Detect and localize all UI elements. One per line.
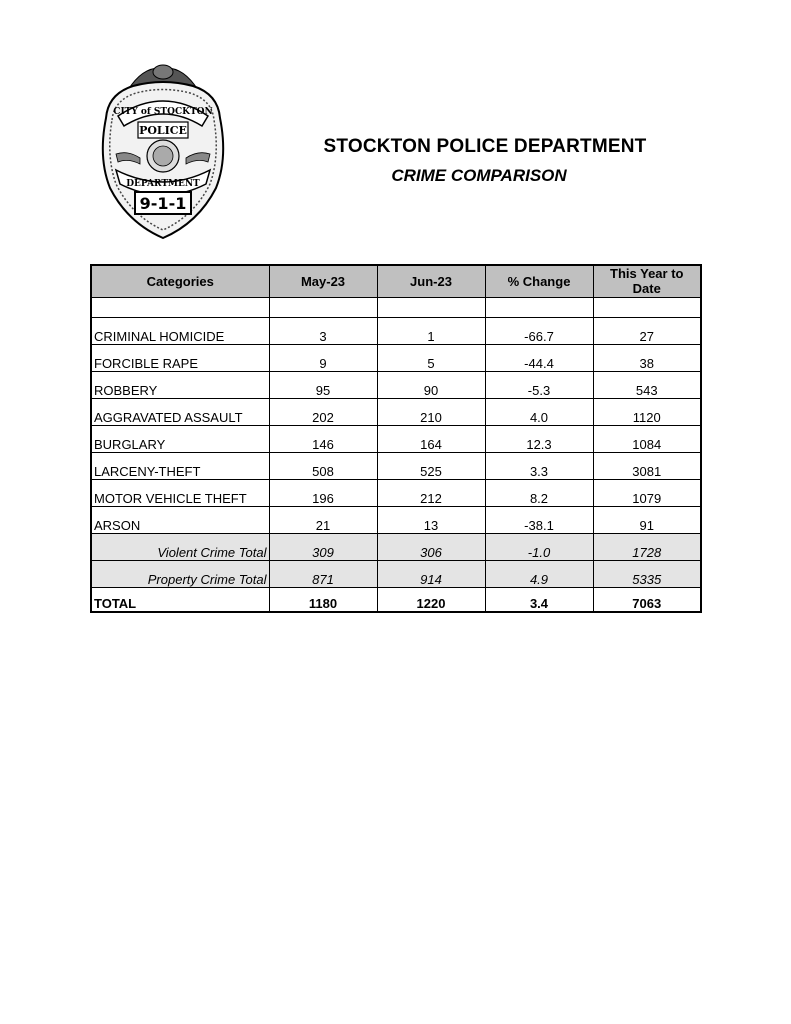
subtotal-ytd: 5335 <box>593 560 701 587</box>
row-category: CRIMINAL HOMICIDE <box>91 317 269 344</box>
subtotal-category: Violent Crime Total <box>91 533 269 560</box>
page-subtitle: CRIME COMPARISON <box>391 166 567 185</box>
row-jun: 1 <box>377 317 485 344</box>
row-category: LARCENY-THEFT <box>91 452 269 479</box>
row-may: 9 <box>269 344 377 371</box>
row-ytd: 27 <box>593 317 701 344</box>
table-row <box>91 371 701 398</box>
table-row <box>91 344 701 371</box>
table-row <box>91 452 701 479</box>
table-row <box>91 317 701 344</box>
row-jun: 90 <box>377 371 485 398</box>
total-row <box>91 587 701 612</box>
subtotal-jun: 306 <box>377 533 485 560</box>
row-change: -44.4 <box>485 344 593 371</box>
row-may: 95 <box>269 371 377 398</box>
row-category: FORCIBLE RAPE <box>91 344 269 371</box>
row-category: AGGRAVATED ASSAULT <box>91 398 269 425</box>
row-category: BURGLARY <box>91 425 269 452</box>
badge-number-text: 9-1-1 <box>139 194 187 213</box>
police-badge-logo <box>88 58 238 248</box>
row-jun: 164 <box>377 425 485 452</box>
row-jun: 13 <box>377 506 485 533</box>
row-may: 146 <box>269 425 377 452</box>
column-header-may: May-23 <box>269 265 377 297</box>
column-header-jun: Jun-23 <box>377 265 485 297</box>
row-jun: 525 <box>377 452 485 479</box>
column-header-categories: Categories <box>91 265 269 297</box>
total-jun: 1220 <box>377 587 485 612</box>
row-change: -5.3 <box>485 371 593 398</box>
row-category: MOTOR VEHICLE THEFT <box>91 479 269 506</box>
badge-center-text: POLICE <box>139 124 187 137</box>
row-may: 202 <box>269 398 377 425</box>
badge-banner-text: DEPARTMENT <box>126 179 200 189</box>
row-change: 4.0 <box>485 398 593 425</box>
subtotal-may: 309 <box>269 533 377 560</box>
row-may: 21 <box>269 506 377 533</box>
row-jun: 5 <box>377 344 485 371</box>
subtotal-category: Property Crime Total <box>91 560 269 587</box>
row-ytd: 1079 <box>593 479 701 506</box>
row-change: 3.3 <box>485 452 593 479</box>
row-jun: 210 <box>377 398 485 425</box>
row-change: 8.2 <box>485 479 593 506</box>
row-category: ARSON <box>91 506 269 533</box>
row-ytd: 543 <box>593 371 701 398</box>
subtotal-change: -1.0 <box>485 533 593 560</box>
badge-emblem <box>88 58 238 248</box>
subtotal-may: 871 <box>269 560 377 587</box>
badge-top-text: CITY of STOCKTON <box>113 107 213 117</box>
subtotal-row-violent <box>91 533 701 560</box>
subtotal-jun: 914 <box>377 560 485 587</box>
column-header-ytd: This Year to Date <box>593 265 701 297</box>
table-header-row <box>91 265 701 297</box>
row-ytd: 1120 <box>593 398 701 425</box>
row-change: 12.3 <box>485 425 593 452</box>
subtotal-change: 4.9 <box>485 560 593 587</box>
crime-comparison-table <box>90 264 702 613</box>
total-category: TOTAL <box>91 587 269 612</box>
row-may: 196 <box>269 479 377 506</box>
total-ytd: 7063 <box>593 587 701 612</box>
subtotal-row-property <box>91 560 701 587</box>
table-row <box>91 398 701 425</box>
row-change: -66.7 <box>485 317 593 344</box>
subtotal-ytd: 1728 <box>593 533 701 560</box>
row-may: 3 <box>269 317 377 344</box>
row-jun: 212 <box>377 479 485 506</box>
row-ytd: 1084 <box>593 425 701 452</box>
row-change: -38.1 <box>485 506 593 533</box>
table-row <box>91 425 701 452</box>
column-header-change: % Change <box>485 265 593 297</box>
row-ytd: 38 <box>593 344 701 371</box>
table-row <box>91 506 701 533</box>
page-title: STOCKTON POLICE DEPARTMENT <box>323 136 647 157</box>
row-may: 508 <box>269 452 377 479</box>
total-change: 3.4 <box>485 587 593 612</box>
blank-row <box>91 297 701 317</box>
row-ytd: 3081 <box>593 452 701 479</box>
total-may: 1180 <box>269 587 377 612</box>
table-row <box>91 479 701 506</box>
row-category: ROBBERY <box>91 371 269 398</box>
row-ytd: 91 <box>593 506 701 533</box>
